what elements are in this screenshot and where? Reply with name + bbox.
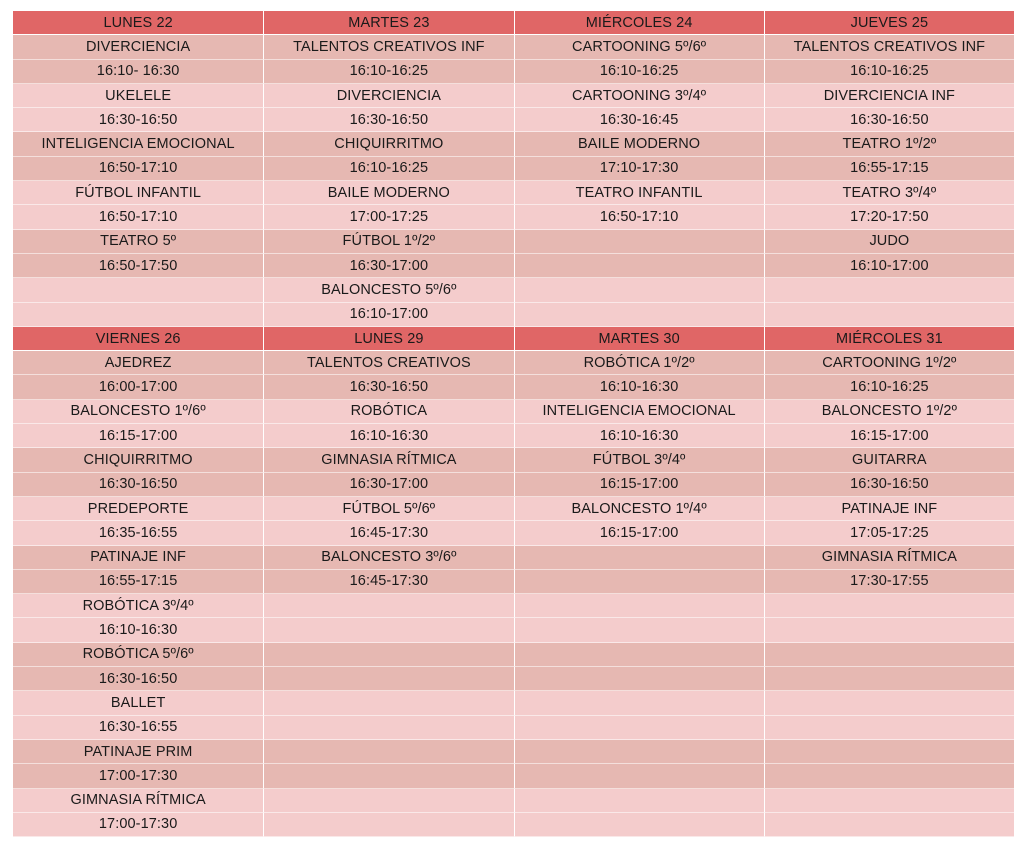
empty-cell [514,789,764,813]
activity-time: 16:10-17:00 [764,254,1014,278]
activity-time-row [13,60,1014,84]
activity-time: 17:20-17:50 [764,205,1014,229]
day-header: LUNES 29 [263,327,513,351]
activity-time: 16:30-16:50 [263,375,513,399]
activity-name-row [13,400,1014,424]
activity-time: 16:50-17:10 [514,205,764,229]
empty-cell [263,618,513,642]
activity-time-row [13,254,1014,278]
activity-time: 16:30-16:50 [13,667,263,691]
empty-cell [764,691,1014,715]
activity-time-row [13,205,1014,229]
activity-name: TEATRO 5º [13,230,263,254]
activity-name-row [13,181,1014,205]
empty-cell [514,278,764,302]
activity-name: BAILE MODERNO [514,132,764,156]
activity-name-row [13,789,1014,813]
activity-time: 17:10-17:30 [514,157,764,181]
activity-name: GIMNASIA RÍTMICA [263,448,513,472]
activity-name: BALONCESTO 1º/4º [514,497,764,521]
activity-name: ROBÓTICA 3º/4º [13,594,263,618]
activity-name: GIMNASIA RÍTMICA [13,789,263,813]
day-header: MIÉRCOLES 31 [764,327,1014,351]
activity-name: BALONCESTO 3º/6º [263,546,513,570]
activity-time: 16:10-16:30 [514,375,764,399]
activity-name: INTELIGENCIA EMOCIONAL [514,400,764,424]
empty-cell [764,789,1014,813]
activity-time: 16:15-17:00 [514,521,764,545]
activity-name: TEATRO 3º/4º [764,181,1014,205]
activity-time-row [13,521,1014,545]
empty-cell [764,764,1014,788]
activity-name: CHIQUIRRITMO [13,448,263,472]
empty-cell [514,764,764,788]
activity-time: 16:45-17:30 [263,521,513,545]
activity-time: 16:30-16:50 [13,108,263,132]
activity-time: 17:00-17:25 [263,205,513,229]
activity-time-row [13,473,1014,497]
activity-name-row [13,448,1014,472]
activity-time-row [13,716,1014,740]
empty-cell [514,230,764,254]
empty-cell [514,716,764,740]
activity-name: UKELELE [13,84,263,108]
activity-time: 16:15-17:00 [764,424,1014,448]
activity-time: 16:30-16:50 [764,473,1014,497]
activity-name: TEATRO 1º/2º [764,132,1014,156]
activity-name-row [13,230,1014,254]
empty-cell [764,303,1014,327]
empty-cell [764,740,1014,764]
day-header: LUNES 22 [13,11,263,35]
activity-name-row [13,546,1014,570]
empty-cell [514,740,764,764]
activity-time: 16:45-17:30 [263,570,513,594]
activity-time-row [13,303,1014,327]
empty-cell [514,643,764,667]
day-header: VIERNES 26 [13,327,263,351]
activity-time: 16:30-16:50 [263,108,513,132]
activity-name: INTELIGENCIA EMOCIONAL [13,132,263,156]
activity-name-row [13,497,1014,521]
activity-time: 16:10-17:00 [263,303,513,327]
activity-time: 16:15-17:00 [514,473,764,497]
activity-time: 16:30-16:50 [13,473,263,497]
empty-cell [263,691,513,715]
empty-cell [514,813,764,837]
activity-time: 16:30-17:00 [263,254,513,278]
activity-time: 17:00-17:30 [13,764,263,788]
activity-name: GUITARRA [764,448,1014,472]
day-header: MIÉRCOLES 24 [514,11,764,35]
activity-time: 16:10-16:25 [764,375,1014,399]
empty-cell [514,570,764,594]
activity-time: 16:30-16:50 [764,108,1014,132]
activity-name: TEATRO INFANTIL [514,181,764,205]
activity-name: DIVERCIENCIA [263,84,513,108]
activity-name: ROBÓTICA 1º/2º [514,351,764,375]
empty-cell [514,667,764,691]
day-header-row [13,11,1014,35]
empty-cell [263,643,513,667]
activity-time: 16:00-17:00 [13,375,263,399]
activity-name: CARTOONING 3º/4º [514,84,764,108]
activity-name-row [13,84,1014,108]
activity-name: TALENTOS CREATIVOS INF [263,35,513,59]
activity-time-row [13,375,1014,399]
activity-name: DIVERCIENCIA INF [764,84,1014,108]
activity-name: BALONCESTO 1º/6º [13,400,263,424]
activity-name: PATINAJE INF [764,497,1014,521]
activity-name-row [13,132,1014,156]
activity-time: 16:55-17:15 [13,570,263,594]
activity-time-row [13,424,1014,448]
activity-name: DIVERCIENCIA [13,35,263,59]
empty-cell [263,813,513,837]
activity-time-row [13,764,1014,788]
empty-cell [764,594,1014,618]
activity-name: CARTOONING 5º/6º [514,35,764,59]
activity-time: 16:10-16:25 [764,60,1014,84]
empty-cell [514,546,764,570]
activity-time: 16:50-17:50 [13,254,263,278]
activity-name-row [13,740,1014,764]
activity-name: ROBÓTICA 5º/6º [13,643,263,667]
empty-cell [764,716,1014,740]
activity-name-row [13,351,1014,375]
activity-time-row [13,667,1014,691]
activity-name: BALONCESTO 5º/6º [263,278,513,302]
activity-name: BAILE MODERNO [263,181,513,205]
activity-name: GIMNASIA RÍTMICA [764,546,1014,570]
activity-time: 16:15-17:00 [13,424,263,448]
activity-name-row [13,691,1014,715]
activity-time: 16:10-16:30 [13,618,263,642]
activity-time: 16:10-16:25 [263,60,513,84]
activity-name: FÚTBOL 5º/6º [263,497,513,521]
activity-time: 17:30-17:55 [764,570,1014,594]
activity-time-row [13,570,1014,594]
activity-name: FÚTBOL INFANTIL [13,181,263,205]
empty-cell [263,716,513,740]
empty-cell [514,594,764,618]
empty-cell [13,278,263,302]
activity-name: ROBÓTICA [263,400,513,424]
activity-time: 16:10-16:25 [514,60,764,84]
day-header: MARTES 23 [263,11,513,35]
activity-time-row [13,813,1014,837]
activity-time-row [13,618,1014,642]
empty-cell [263,789,513,813]
activity-time: 16:30-17:00 [263,473,513,497]
activity-time: 16:30-16:55 [13,716,263,740]
activity-time: 16:10-16:30 [514,424,764,448]
schedule-week-block [13,11,1014,327]
empty-cell [514,618,764,642]
schedule-week-block [13,327,1014,837]
day-header: JUEVES 25 [764,11,1014,35]
activity-name: TALENTOS CREATIVOS [263,351,513,375]
empty-cell [13,303,263,327]
empty-cell [263,764,513,788]
activity-name: AJEDREZ [13,351,263,375]
empty-cell [764,278,1014,302]
activity-time: 16:50-17:10 [13,157,263,181]
activity-name: JUDO [764,230,1014,254]
empty-cell [764,667,1014,691]
activity-time: 16:50-17:10 [13,205,263,229]
empty-cell [263,594,513,618]
activity-time: 16:55-17:15 [764,157,1014,181]
activity-time-row [13,157,1014,181]
empty-cell [764,643,1014,667]
empty-cell [514,691,764,715]
activity-time: 16:10-16:30 [263,424,513,448]
activity-name: PATINAJE INF [13,546,263,570]
activity-name: BALONCESTO 1º/2º [764,400,1014,424]
activity-name: PREDEPORTE [13,497,263,521]
empty-cell [263,667,513,691]
activity-name: FÚTBOL 3º/4º [514,448,764,472]
activity-name-row [13,278,1014,302]
activity-name: PATINAJE PRIM [13,740,263,764]
activity-name-row [13,594,1014,618]
activity-name: BALLET [13,691,263,715]
activity-name: CHIQUIRRITMO [263,132,513,156]
activity-time: 17:00-17:30 [13,813,263,837]
empty-cell [514,254,764,278]
activity-time: 17:05-17:25 [764,521,1014,545]
empty-cell [764,618,1014,642]
activity-time: 16:30-16:45 [514,108,764,132]
activity-name: FÚTBOL 1º/2º [263,230,513,254]
activity-name-row [13,643,1014,667]
day-header: MARTES 30 [514,327,764,351]
day-header-row [13,327,1014,351]
activity-schedule [13,11,1014,837]
empty-cell [764,813,1014,837]
activity-name: CARTOONING 1º/2º [764,351,1014,375]
activity-time: 16:10-16:25 [263,157,513,181]
activity-name: TALENTOS CREATIVOS INF [764,35,1014,59]
empty-cell [263,740,513,764]
activity-time: 16:10- 16:30 [13,60,263,84]
empty-cell [514,303,764,327]
activity-name-row [13,35,1014,59]
activity-time-row [13,108,1014,132]
activity-time: 16:35-16:55 [13,521,263,545]
